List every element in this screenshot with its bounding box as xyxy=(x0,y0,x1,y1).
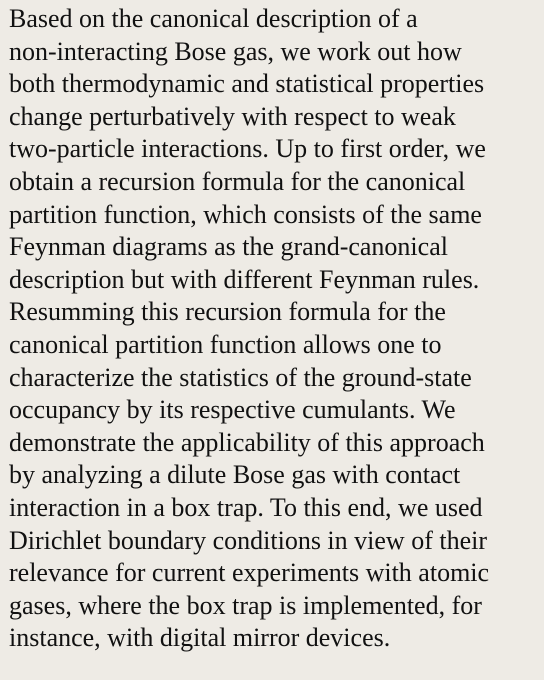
abstract-line: two-particle interactions. Up to first order, we xyxy=(9,134,486,164)
abstract-line: occupancy by its respective cumulants. We xyxy=(9,395,456,425)
abstract-line: demonstrate the applicability of this approach xyxy=(9,427,485,457)
abstract-line: gases, where the box trap is implemented, for xyxy=(9,590,482,620)
abstract-line: description but with different Feynman rules. xyxy=(9,264,480,294)
abstract-line: non-interacting Bose gas, we work out how xyxy=(9,36,462,66)
abstract-line: relevance for current experiments with atomic xyxy=(9,558,490,588)
abstract-line: Resumming this recursion formula for the xyxy=(9,297,446,327)
abstract-line: Dirichlet boundary conditions in view of their xyxy=(9,525,488,555)
abstract-line: canonical partition function allows one to xyxy=(9,329,442,359)
abstract-line: by analyzing a dilute Bose gas with contact xyxy=(9,460,461,490)
abstract-line: obtain a recursion formula for the canonical xyxy=(9,166,466,196)
abstract-line: characterize the statistics of the ground-state xyxy=(9,362,472,392)
abstract-line: interaction in a box trap. To this end, we used xyxy=(9,492,483,522)
abstract-line: change perturbatively with respect to weak xyxy=(9,101,456,131)
abstract-line: both thermodynamic and statistical properties xyxy=(9,69,485,99)
abstract-line: partition function, which consists of the same xyxy=(9,199,482,229)
abstract-line: Based on the canonical description of a xyxy=(9,4,418,33)
abstract-line: instance, with digital mirror devices. xyxy=(9,623,391,653)
abstract-line: Feynman diagrams as the grand-canonical xyxy=(9,232,448,262)
